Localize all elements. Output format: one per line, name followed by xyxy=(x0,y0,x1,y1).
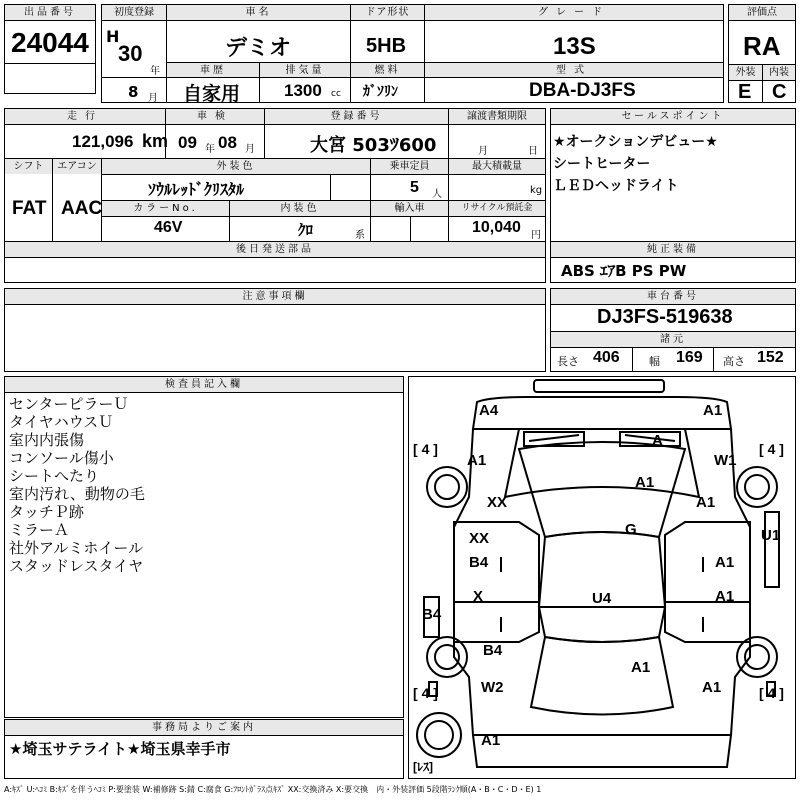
history-box xyxy=(166,62,351,103)
legend: A:ｷｽﾞ U:ﾍｺﾐ B:ｷｽﾞを伴うﾍｺﾐ P:要塗装 W:補修跡 S:錆 C:腐食 G:ﾌﾛﾝﾄｶﾞﾗｽ点ｷｽﾞ XX:交換済み X:要交換 内・外装評価 5段階ﾗﾝｸ順(A・B・C・D・E) 1 xyxy=(4,785,542,794)
rear-glass-shape xyxy=(531,637,673,715)
rear-right-tire-shape xyxy=(737,637,777,677)
tire-count-front-right: [ 4 ] xyxy=(759,441,784,457)
office-box xyxy=(4,719,404,779)
exterior-label: 外装 xyxy=(729,65,762,80)
damage-diagram-box xyxy=(408,376,796,779)
grade-label: グレード xyxy=(425,5,723,20)
right-sill-shape xyxy=(765,512,779,587)
tire-count-rear-right: [ 4 ] xyxy=(759,685,784,701)
mark-left-rear-quarter: W2 xyxy=(481,679,504,696)
mark-right-front-fender: W1 xyxy=(714,452,737,469)
mark-roof-rear: U4 xyxy=(592,590,612,607)
front-right-tire-shape xyxy=(737,467,777,507)
fuel-type: ｶﾞｿﾘﾝ xyxy=(363,84,398,100)
sales-point: ★オークションデビュー★ xyxy=(553,134,718,150)
mileage: 121,096 xyxy=(72,132,134,151)
mark-right-rear-door: A1 xyxy=(715,588,735,605)
inspector-note: 社外アルミホイール xyxy=(9,539,144,557)
displacement-label: 排気量 xyxy=(260,63,350,78)
color-label: 外装色 xyxy=(102,159,370,174)
vehicle-history: 自家用 xyxy=(183,83,241,105)
chassis-label: 車台番号 xyxy=(551,289,795,304)
inspector-note: シートへたり xyxy=(9,467,100,485)
inspection-year-unit: 年 xyxy=(205,144,215,155)
rear-bumper-shape xyxy=(473,735,731,767)
color-number-label: カラーNo. xyxy=(102,201,229,216)
office-notice: ★埼玉サテライト★埼玉県幸手市 xyxy=(9,740,231,758)
car-name-label: 車名 xyxy=(167,5,350,20)
spare-tire-shape xyxy=(417,713,461,757)
capacity-unit: 人 xyxy=(432,189,442,200)
width: 169 xyxy=(676,349,703,366)
interior-color-label: 内装色 xyxy=(230,201,370,216)
inspection-year: 09 xyxy=(178,133,197,152)
mark-left-front-fender: A1 xyxy=(467,452,487,469)
mark-left-rear-door: X xyxy=(473,588,484,605)
mark-roof: G xyxy=(625,521,637,538)
windshield-shape xyxy=(519,442,685,537)
interior-color-unit: 系 xyxy=(355,230,365,241)
lot-box xyxy=(4,4,96,94)
registration-year: 30 xyxy=(118,41,143,66)
sales-point: ＬＥＤヘッドライト xyxy=(553,178,679,194)
spare-tire-label: [ﾚｽ] xyxy=(413,760,434,774)
inspection-month: 08 xyxy=(218,133,237,152)
roof-rear-shape xyxy=(539,607,665,642)
interior-grade: C xyxy=(772,81,787,103)
mark-dash: XX xyxy=(487,494,508,511)
mark-right-pillar: A1 xyxy=(696,494,716,511)
mark-right-sill: U1 xyxy=(761,527,781,544)
lot-number: 24044 xyxy=(11,27,89,58)
shift-label: シフト xyxy=(5,159,52,174)
mark-right-rear-fender: A1 xyxy=(702,679,722,696)
length: 406 xyxy=(593,349,620,366)
inspector-box xyxy=(4,376,404,718)
mark-hood: A xyxy=(652,432,663,449)
front-left-tire-shape xyxy=(427,467,467,507)
era: H xyxy=(106,27,120,46)
fuel-box xyxy=(350,62,425,103)
recycle-fee-label: リサイクル預託金 xyxy=(449,201,545,216)
registration-plate: 大宮 503ﾂ600 xyxy=(310,135,437,156)
ac-label: エアコン xyxy=(53,159,101,174)
equipment-label: 純正装備 xyxy=(551,242,795,257)
auction-score: RA xyxy=(743,31,781,61)
registration-box xyxy=(101,4,167,103)
history-label: 車歴 xyxy=(167,63,259,78)
car-name: デミオ xyxy=(225,36,292,61)
color-number: 46V xyxy=(154,219,183,236)
inspector-note: ミラーＡ xyxy=(9,521,70,539)
month-unit: 月 xyxy=(148,93,158,104)
mileage-label: 走行 xyxy=(5,109,165,124)
grade: 13S xyxy=(553,33,596,60)
capacity-label: 乗車定員 xyxy=(371,159,448,174)
door-type: 5HB xyxy=(366,35,407,57)
sales-point: シートヒーター xyxy=(553,156,651,172)
shift-type: FAT xyxy=(12,198,47,219)
front-panel-shape xyxy=(473,397,731,429)
mark-front-right: A1 xyxy=(703,402,723,419)
mark-left-front-door: B4 xyxy=(469,554,489,571)
score-label: 評価点 xyxy=(729,5,795,20)
rear-left-tire-shape xyxy=(427,637,467,677)
sales-points-label: セールスポイント xyxy=(551,109,795,124)
load-unit: kg xyxy=(530,185,543,196)
height: 152 xyxy=(757,349,784,366)
plate-label: 登録番号 xyxy=(265,109,448,124)
displacement: 1300 xyxy=(284,81,322,100)
max-load-label: 最大積載量 xyxy=(449,159,545,174)
hood-shape xyxy=(505,429,699,497)
caution-box xyxy=(4,288,546,372)
right-rear-door-shape xyxy=(665,602,750,642)
fuel-label: 燃料 xyxy=(351,63,424,78)
displacement-unit: cc xyxy=(331,89,341,99)
sales-points-box xyxy=(550,108,796,242)
exterior-color: ｿｳﾙﾚｯﾄﾞｸﾘｽﾀﾙ xyxy=(148,180,245,199)
mark-left-sill: B4 xyxy=(422,606,442,623)
model-label: 型式 xyxy=(425,63,723,78)
inspector-note: センターピラーＵ xyxy=(9,395,129,413)
inspector-note: コンソール傷小 xyxy=(9,449,114,467)
right-front-door-shape xyxy=(665,522,750,602)
car-damage-diagram xyxy=(409,377,795,778)
mark-front-left: A4 xyxy=(479,402,499,419)
inspector-note: タッチＰ跡 xyxy=(9,503,85,521)
inspection-label: 車検 xyxy=(166,109,264,124)
inspector-label: 検査員記入欄 xyxy=(5,377,403,392)
genuine-equipment: ABS ｴｱB PS PW xyxy=(561,262,687,280)
inspector-note: タイヤハウスＵ xyxy=(9,413,114,431)
specs-label: 諸元 xyxy=(551,332,795,347)
interior-color: ｸﾛ xyxy=(298,221,314,239)
office-label: 事務局よりご案内 xyxy=(5,720,403,735)
front-bumper-shape xyxy=(534,380,664,392)
tire-count-front-left: [ 4 ] xyxy=(413,441,438,457)
inspection-month-unit: 月 xyxy=(245,144,255,155)
registration-label: 初度登録 xyxy=(102,5,166,20)
recycle-fee-unit: 円 xyxy=(531,230,541,241)
caution-label: 注意事項欄 xyxy=(5,289,545,304)
inspector-note: 室内内張傷 xyxy=(9,431,85,449)
door-label: ドア形状 xyxy=(351,5,424,20)
later-parts-box xyxy=(4,241,546,283)
transfer-day-unit: 日 xyxy=(528,146,538,157)
tire-count-rear-left: [ 4 ] xyxy=(413,685,438,701)
mark-right-front-door: A1 xyxy=(715,554,735,571)
inspector-note: 室内汚れ、動物の毛 xyxy=(9,485,145,503)
transfer-deadline-label: 譲渡書類期限 xyxy=(449,109,545,124)
import-label: 輸入車 xyxy=(371,201,448,216)
model-code: DBA-DJ3FS xyxy=(529,80,636,101)
spec-block xyxy=(4,108,546,242)
year-unit: 年 xyxy=(150,66,160,77)
later-parts-label: 後日発送部品 xyxy=(5,242,545,257)
transfer-month-unit: 月 xyxy=(478,146,488,157)
left-front-door-shape xyxy=(454,522,539,602)
height-label: 高さ xyxy=(723,355,745,368)
interior-label: 内装 xyxy=(763,65,795,80)
ac-type: AAC xyxy=(61,198,103,219)
mark-windshield: A1 xyxy=(635,474,655,491)
mark-left-front-door-top: XX xyxy=(469,530,490,547)
chassis-number: DJ3FS-519638 xyxy=(597,306,733,328)
score-box xyxy=(728,4,796,103)
mark-rear-glass: A1 xyxy=(631,659,651,676)
registration-month: 8 xyxy=(128,83,139,101)
mark-rear-bumper: A1 xyxy=(481,732,501,749)
equipment-box xyxy=(550,241,796,283)
length-label: 長さ xyxy=(557,355,579,368)
lot-label: 出品番号 xyxy=(5,5,95,20)
recycle-fee: 10,040 xyxy=(472,219,521,236)
seating-capacity: 5 xyxy=(410,179,419,196)
inspector-note: スタッドレスタイヤ xyxy=(9,557,144,575)
chassis-box xyxy=(550,288,796,372)
model-box xyxy=(424,62,724,103)
exterior-grade: E xyxy=(738,81,752,103)
inspector-notes xyxy=(9,395,145,575)
mileage-unit: km xyxy=(142,131,169,151)
mark-left-rear-fender: B4 xyxy=(483,642,503,659)
left-rear-door-shape xyxy=(454,602,539,642)
width-label: 幅 xyxy=(649,355,660,368)
